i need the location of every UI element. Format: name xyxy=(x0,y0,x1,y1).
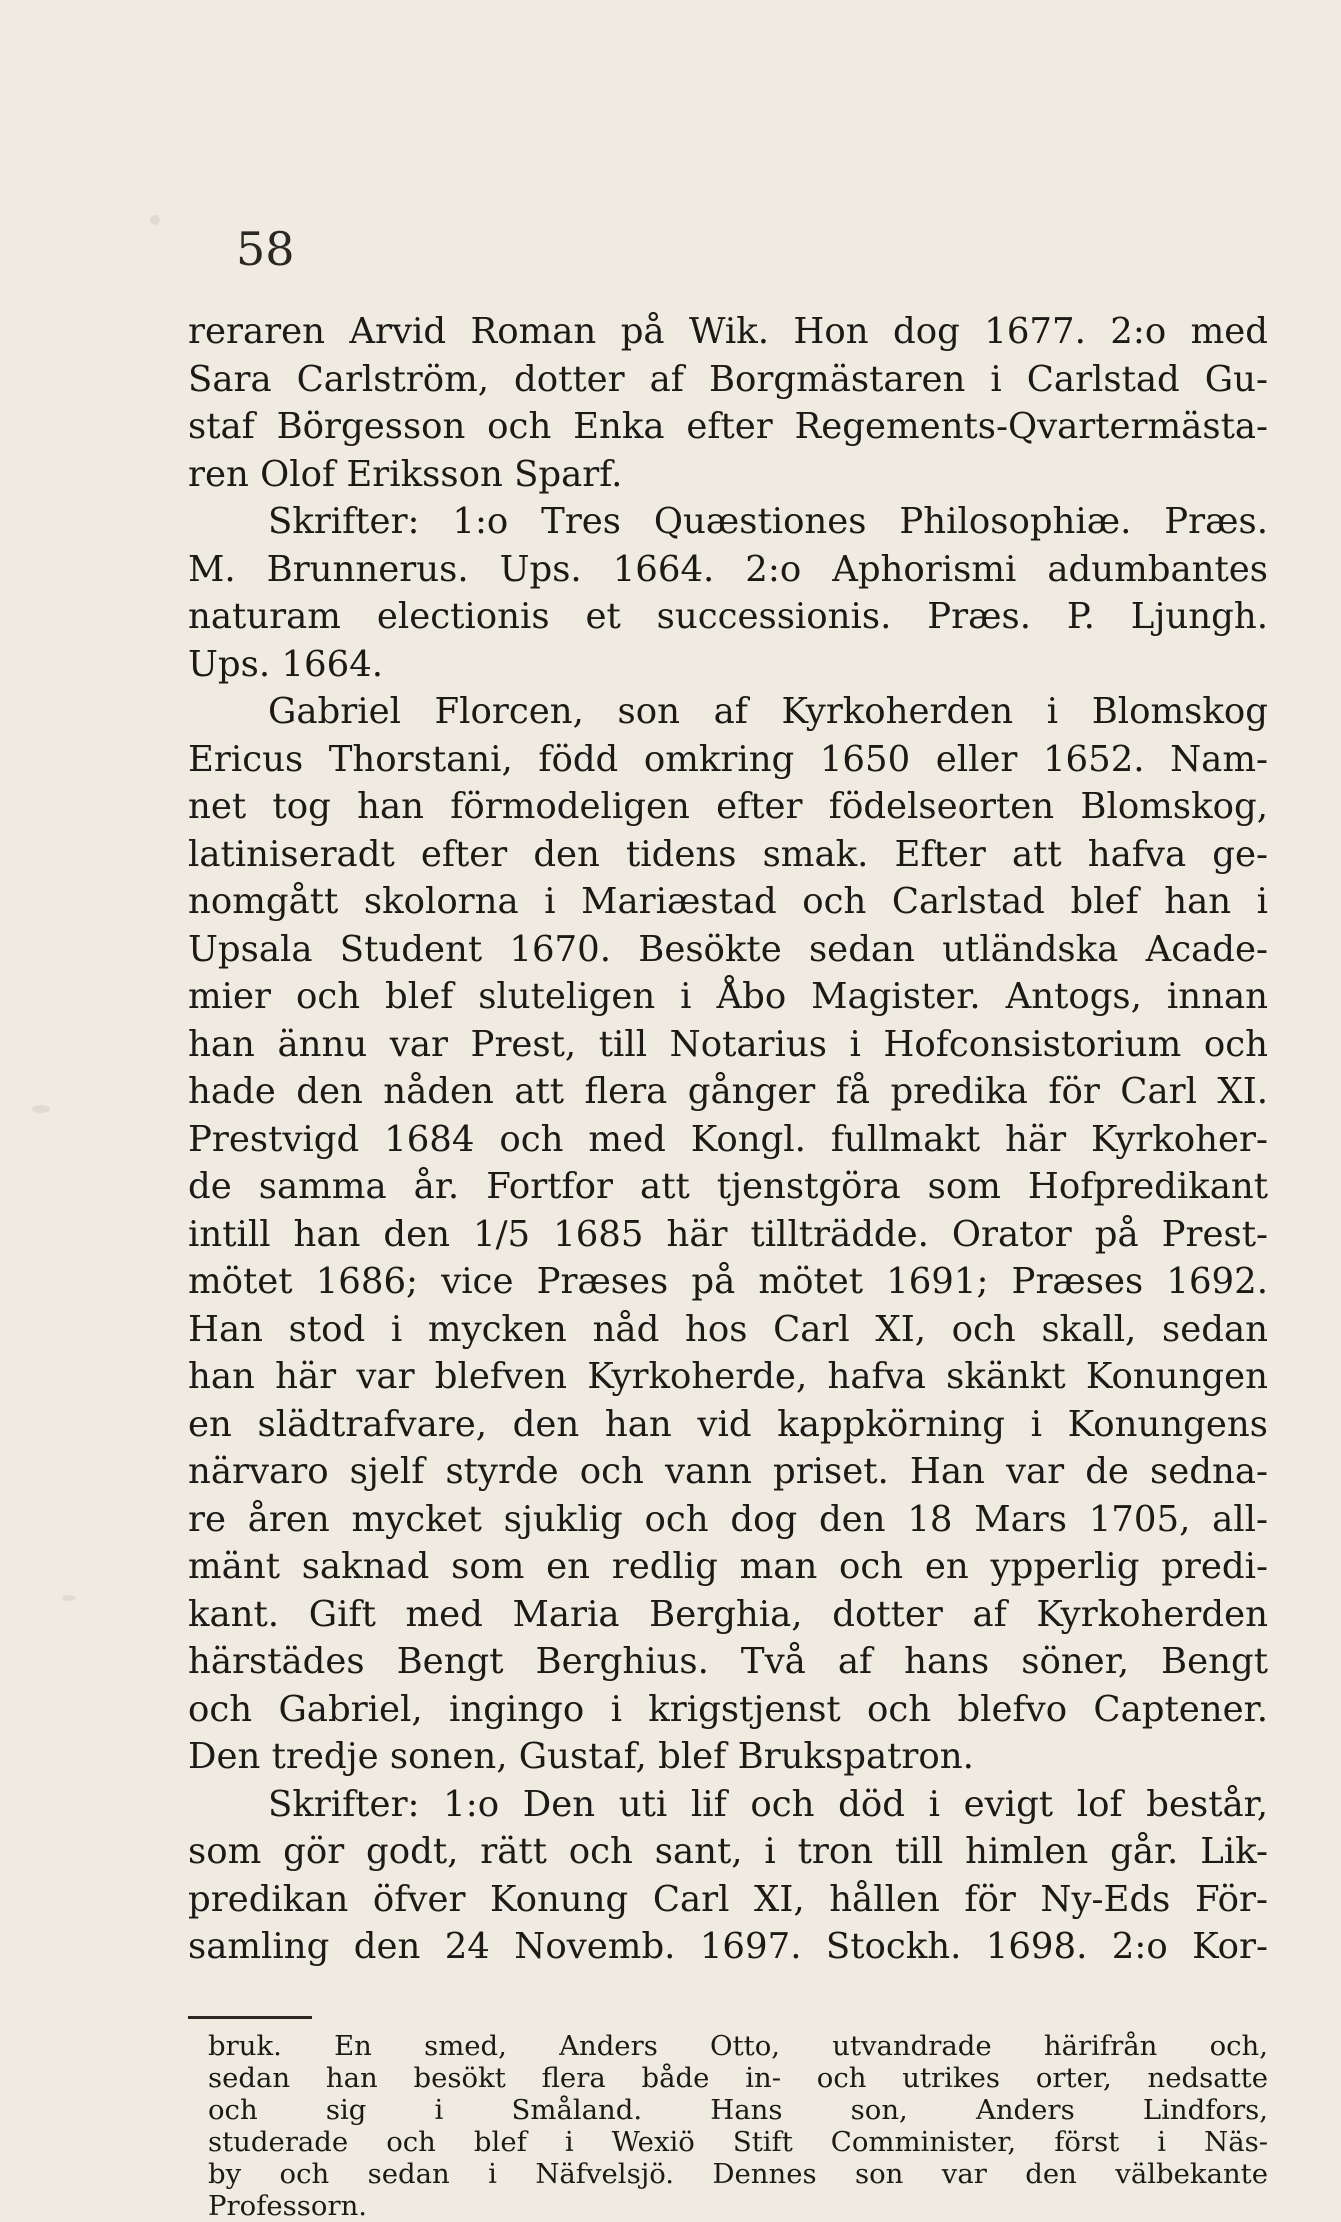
footnote-line: och sig i Småland. Hans son, Anders Lindfors, xyxy=(208,2094,1268,2126)
footnote-line: studerade och blef i Wexiö Stift Comminister, först i Näs- xyxy=(208,2126,1268,2158)
text-line: net tog han förmodeligen efter födelseorten Blomskog, xyxy=(188,786,1268,827)
text-line: Sara Carlström, dotter af Borgmästaren i Carlstad Gu- xyxy=(188,358,1268,400)
text-line: predikan öfver Konung Carl XI, hållen för Ny-Eds För- xyxy=(188,1878,1268,1920)
footnote-line: by och sedan i Näfvelsjö. Dennes son var den välbekante xyxy=(208,2158,1268,2190)
text-line: latiniseradt efter den tidens smak. Efter att hafva ge- xyxy=(188,833,1268,875)
page-smudge xyxy=(32,1105,50,1113)
text-line: härstädes Bengt Berghius. Två af hans söner, Bengt xyxy=(188,1641,1268,1682)
text-line: de samma år. Fortfor att tjenstgöra som Hofpredikant xyxy=(188,1166,1268,1207)
text-line: ren Olof Eriksson Sparf. xyxy=(188,453,623,495)
text-line: han här var blefven Kyrkoherde, hafva skänkt Konungen xyxy=(188,1356,1268,1397)
footnote-line: bruk. En smed, Anders Otto, utvandrade härifrån och, xyxy=(208,2030,1268,2062)
text-line: Skrifter: 1:o Tres Quæstiones Philosophiæ. Præs. xyxy=(268,501,1268,542)
footnote xyxy=(208,2030,1268,2222)
page-number: 58 xyxy=(236,222,295,276)
footnote-line: Professorn. xyxy=(208,2190,368,2222)
text-line: staf Börgesson och Enka efter Regements-Qvartermästa- xyxy=(188,406,1268,447)
text-line: Han stod i mycken nåd hos Carl XI, och skall, sedan xyxy=(188,1308,1268,1350)
text-line: Den tredje sonen, Gustaf, blef Brukspatron. xyxy=(188,1736,974,1777)
text-line: Gabriel Florcen, son af Kyrkoherden i Blomskog xyxy=(268,691,1268,732)
text-line: Upsala Student 1670. Besökte sedan utländska Acade- xyxy=(188,928,1268,970)
text-line: M. Brunnerus. Ups. 1664. 2:o Aphorismi adumbantes xyxy=(188,548,1268,590)
text-line: och Gabriel, ingingo i krigstjenst och blefvo Captener. xyxy=(188,1688,1268,1730)
text-line: mänt saknad som en redlig man och en ypperlig predi- xyxy=(188,1546,1268,1587)
text-line: Prestvigd 1684 och med Kongl. fullmakt här Kyrkoher- xyxy=(188,1118,1268,1160)
footnote-line: sedan han besökt flera både in- och utrikes orter, nedsatte xyxy=(208,2062,1268,2094)
text-line: Ups. 1664. xyxy=(188,643,384,685)
text-line: naturam electionis et successionis. Præs. P. Ljungh. xyxy=(188,596,1268,637)
text-line: Ericus Thorstani, född omkring 1650 eller 1652. Nam- xyxy=(188,738,1268,780)
text-line: intill han den 1/5 1685 här tillträdde. Orator på Prest- xyxy=(188,1213,1268,1255)
text-line: mier och blef sluteligen i Åbo Magister. Antogs, innan xyxy=(188,976,1268,1017)
page-smudge xyxy=(62,1595,76,1601)
body-text xyxy=(188,308,1268,1971)
text-line: nomgått skolorna i Mariæstad och Carlstad blef han i xyxy=(188,881,1268,922)
text-line: mötet 1686; vice Præses på mötet 1691; Præses 1692. xyxy=(188,1261,1268,1302)
text-line: närvaro sjelf styrde och vann priset. Han var de sedna- xyxy=(188,1451,1268,1492)
text-line: reraren Arvid Roman på Wik. Hon dog 1677. 2:o med xyxy=(188,311,1268,352)
text-line: som gör godt, rätt och sant, i tron till himlen går. Lik- xyxy=(188,1831,1268,1872)
text-line: samling den 24 Novemb. 1697. Stockh. 1698. 2:o Kor- xyxy=(188,1926,1268,1967)
text-line: Skrifter: 1:o Den uti lif och död i evigt lof består, xyxy=(268,1783,1268,1825)
text-line: re åren mycket sjuklig och dog den 18 Mars 1705, all- xyxy=(188,1498,1268,1540)
footnote-rule xyxy=(188,2016,312,2019)
text-line: en slädtrafvare, den han vid kappkörning i Konungens xyxy=(188,1403,1268,1445)
text-line: hade den nåden att flera gånger få predika för Carl XI. xyxy=(188,1071,1268,1112)
page-smudge xyxy=(150,215,160,225)
text-line: kant. Gift med Maria Berghia, dotter af Kyrkoherden xyxy=(188,1593,1268,1635)
text-line: han ännu var Prest, till Notarius i Hofconsistorium och xyxy=(188,1023,1268,1065)
